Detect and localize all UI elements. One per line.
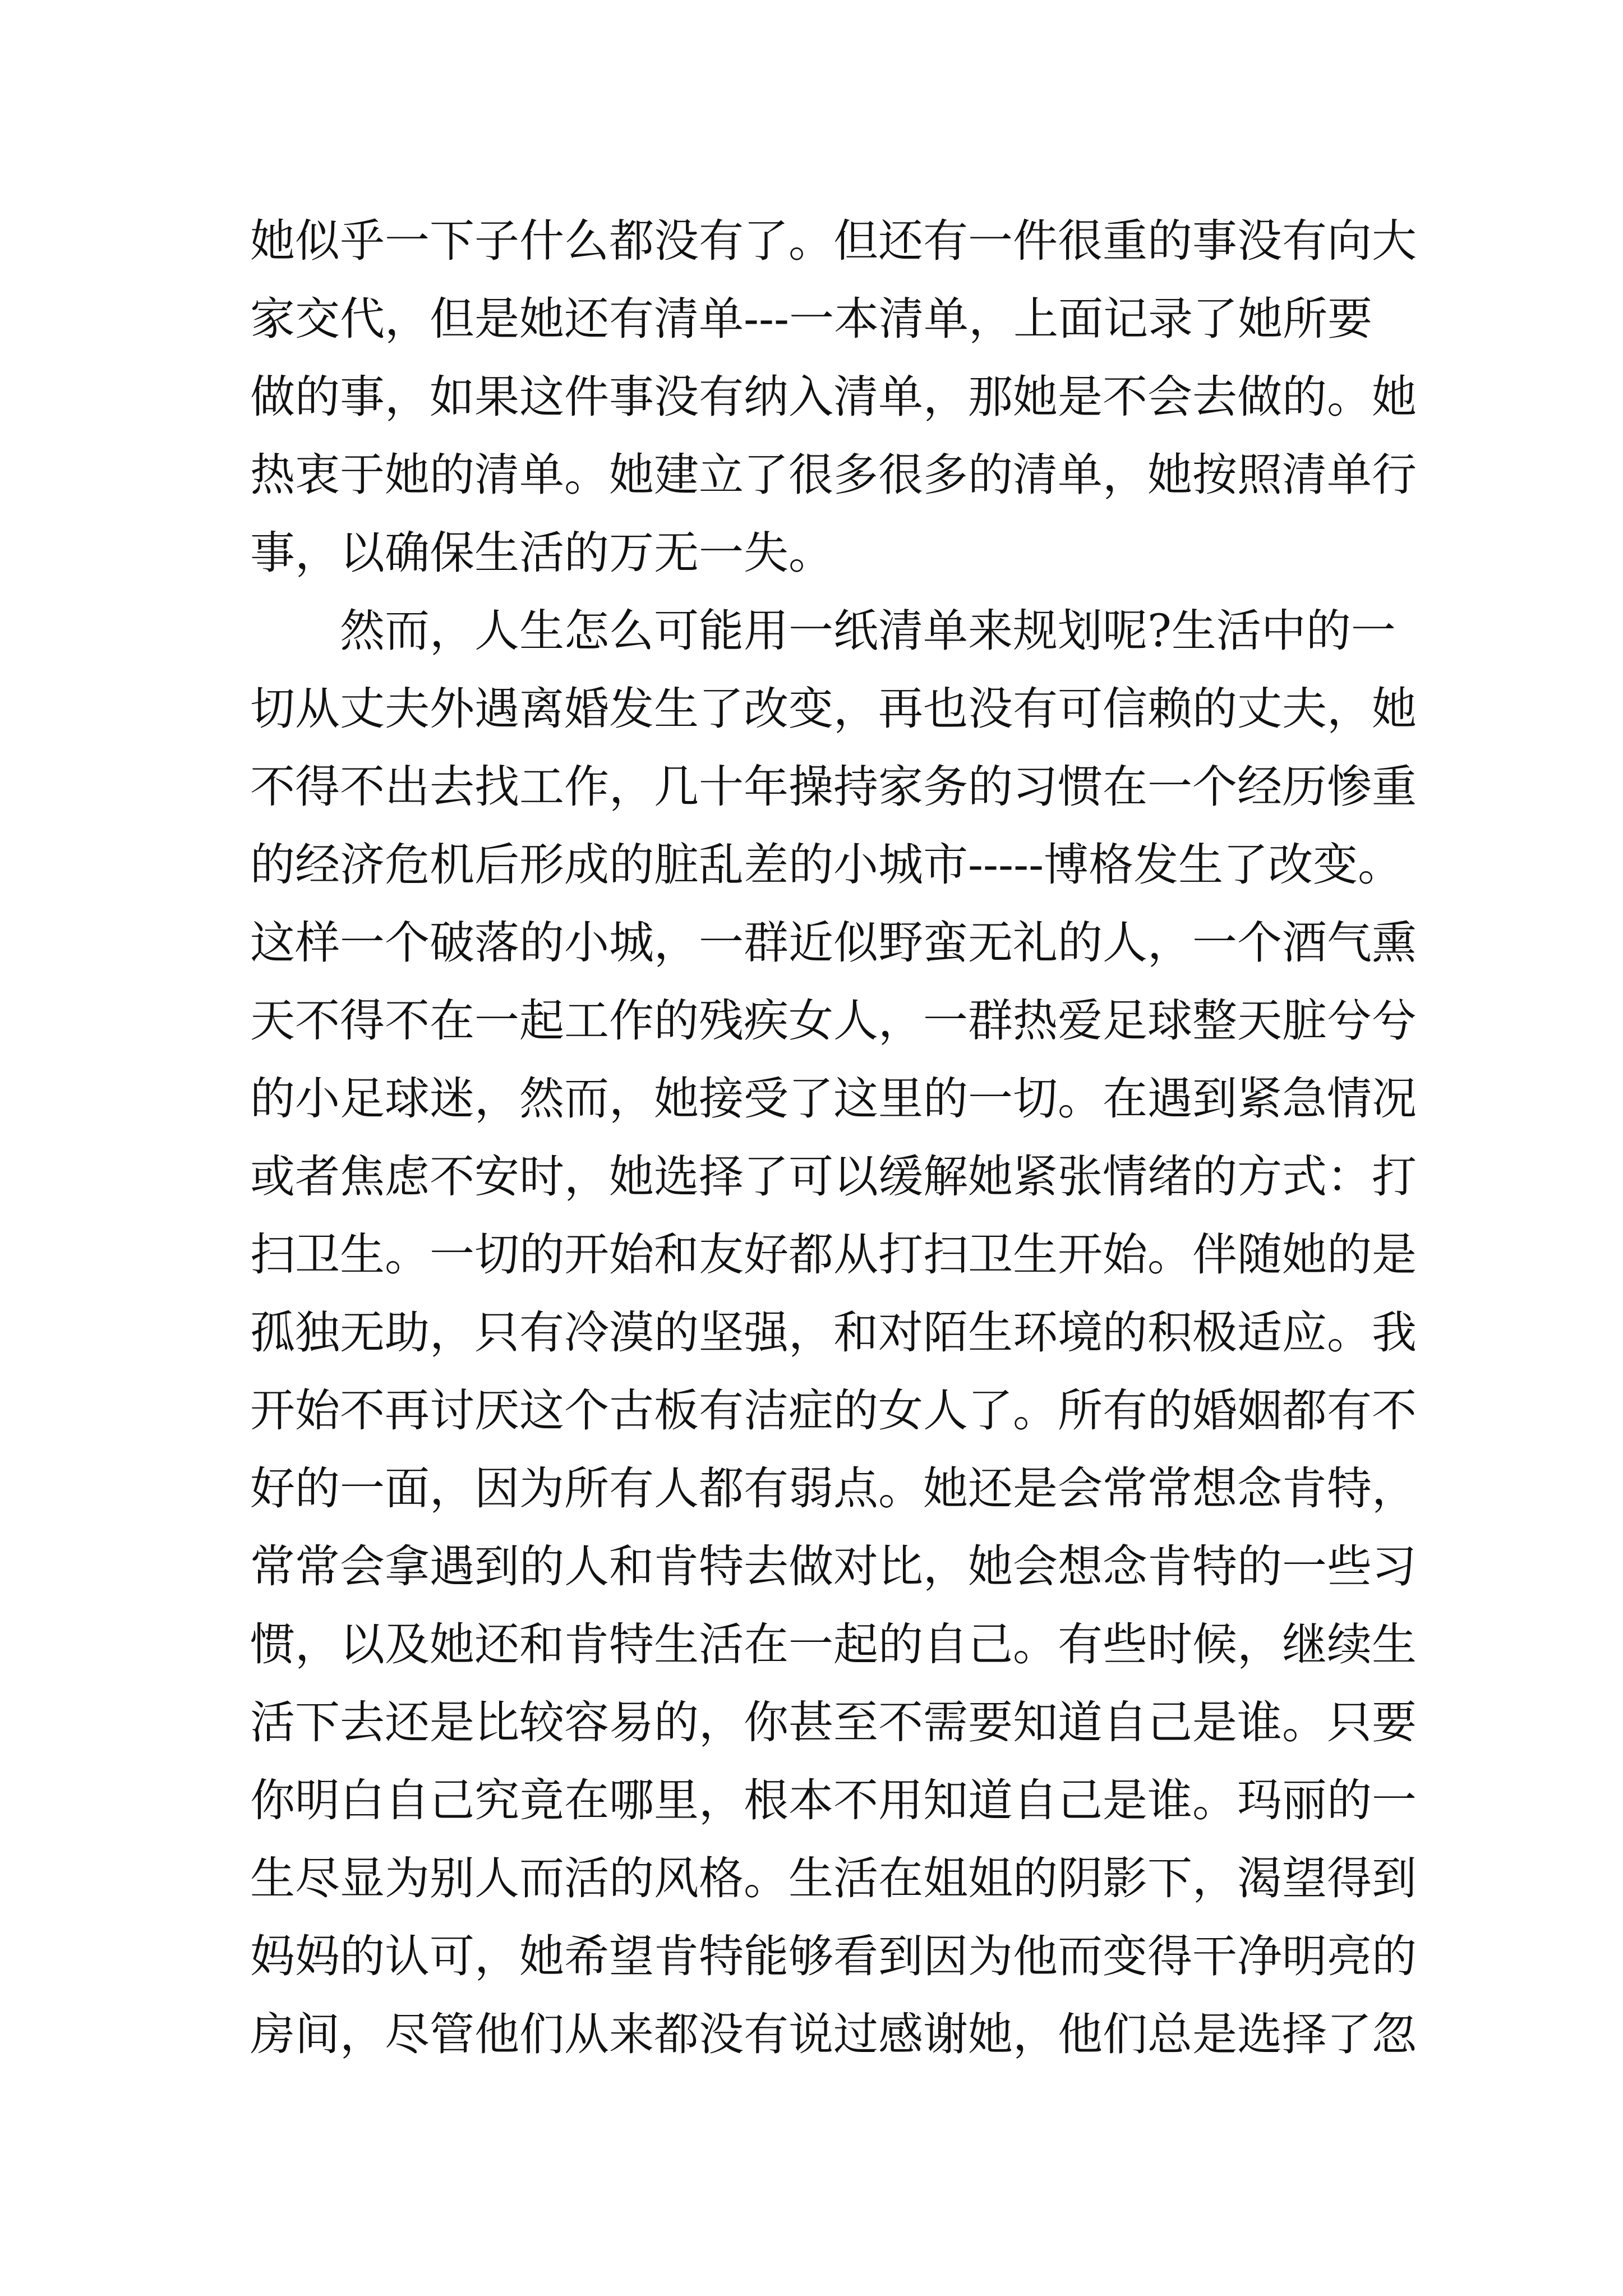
text-line: 或者焦虑不安时，她选择了可以缓解她紧张情绪的方式：打 bbox=[250, 1151, 1417, 1203]
text-line: 开始不再讨厌这个古板有洁症的女人了。所有的婚姻都有不 bbox=[250, 1384, 1417, 1437]
text-line: 她似乎一下子什么都没有了。但还有一件很重的事没有向大 bbox=[250, 215, 1417, 267]
text-line: 房间，尽管他们从来都没有说过感谢她，他们总是选择了忽 bbox=[250, 2008, 1417, 2060]
text-line: 事，以确保生活的万无一失。 bbox=[250, 527, 833, 579]
text-line: 的小足球迷，然而，她接受了这里的一切。在遇到紧急情况 bbox=[250, 1073, 1417, 1125]
text-line: 的经济危机后形成的脏乱差的小城市-----博格发生了改变。 bbox=[250, 839, 1403, 891]
text-line: 这样一个破落的小城，一群近似野蛮无礼的人，一个酒气熏 bbox=[250, 917, 1417, 969]
text-line: 活下去还是比较容易的，你甚至不需要知道自己是谁。只要 bbox=[250, 1696, 1417, 1749]
text-line: 扫卫生。一切的开始和友好都从打扫卫生开始。伴随她的是 bbox=[250, 1228, 1417, 1281]
text-line: 家交代，但是她还有清单---一本清单，上面记录了她所要 bbox=[250, 293, 1373, 345]
text-line: 不得不出去找工作，几十年操持家务的习惯在一个经历惨重 bbox=[250, 761, 1417, 813]
text-line: 天不得不在一起工作的残疾女人，一群热爱足球整天脏兮兮 bbox=[250, 995, 1417, 1047]
text-line: 生尽显为别人而活的风格。生活在姐姐的阴影下，渴望得到 bbox=[250, 1852, 1417, 1904]
text-line: 孤独无助，只有冷漠的坚强，和对陌生环境的积极适应。我 bbox=[250, 1306, 1417, 1359]
text-line: 常常会拿遇到的人和肯特去做对比，她会想念肯特的一些习 bbox=[250, 1540, 1417, 1593]
text-line: 你明白自己究竟在哪里，根本不用知道自己是谁。玛丽的一 bbox=[250, 1774, 1417, 1826]
text-line: 惯，以及她还和肯特生活在一起的自己。有些时候，继续生 bbox=[250, 1618, 1417, 1671]
text-line: 妈妈的认可，她希望肯特能够看到因为他而变得干净明亮的 bbox=[250, 1930, 1417, 1982]
text-line: 然而，人生怎么可能用一纸清单来规划呢?生活中的一 bbox=[340, 605, 1396, 657]
text-line: 热衷于她的清单。她建立了很多很多的清单，她按照清单行 bbox=[250, 449, 1417, 501]
text-line: 好的一面，因为所有人都有弱点。她还是会常常想念肯特， bbox=[250, 1462, 1417, 1515]
text-line: 做的事，如果这件事没有纳入清单，那她是不会去做的。她 bbox=[250, 371, 1417, 423]
text-line: 切从丈夫外遇离婚发生了改变，再也没有可信赖的丈夫，她 bbox=[250, 683, 1417, 735]
